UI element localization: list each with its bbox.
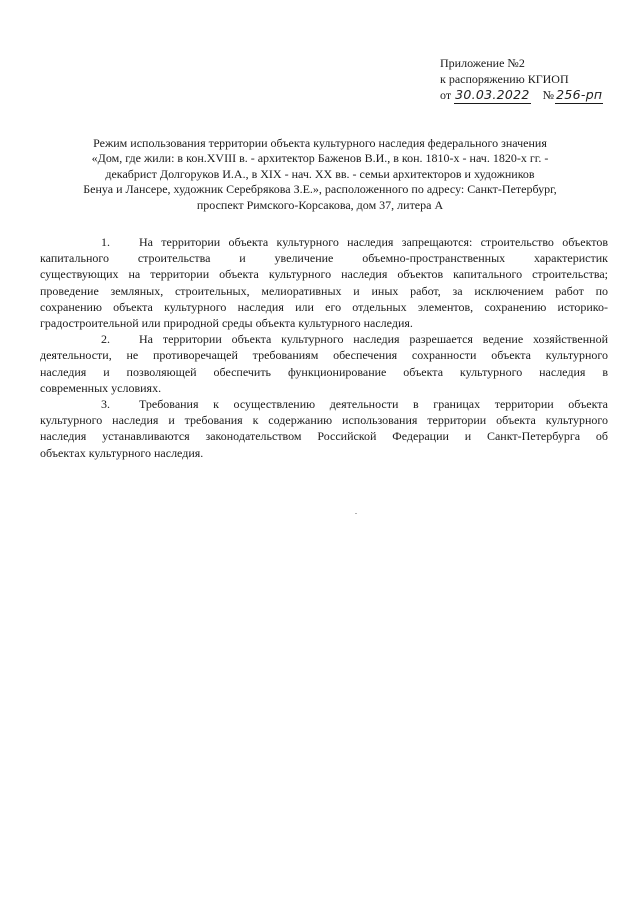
paragraph-line: деятельности, не противоречащей требованиям обеспечения сохранности объекта культурного (40, 348, 608, 363)
appendix-title: Приложение №2 (440, 56, 525, 70)
scan-speck (355, 513, 357, 514)
paragraph-3 (40, 396, 608, 461)
appendix-order-reference: к распоряжению КГИОП (440, 72, 569, 86)
paragraph-number: 1. (101, 235, 110, 249)
paragraph-number: 3. (101, 397, 110, 412)
paragraph-1 (40, 234, 608, 331)
paragraph-line: 1. На территории объекта культурного наследия запрещаются: строительство объектов (101, 235, 608, 249)
paragraph-line: культурного наследия и требования к содержанию использования территории объекта культурного (40, 413, 608, 428)
document-body (40, 234, 608, 461)
paragraph-line: наследия и позволяющей обеспечить функционирование объекта культурного наследия в (40, 364, 608, 379)
paragraph-line: наследия устанавливаются законодательством Российской Федерации и Санкт-Петербурга об (40, 429, 608, 444)
paragraph-line: сохранению объекта культурного наследия или его отдельных элементов, сохранению историко- (40, 299, 608, 314)
from-label: от (440, 88, 452, 102)
paragraph-line: 3. Требования к осуществлению деятельности в границах территории объекта (101, 397, 608, 412)
paragraph-line: существующих на территории объекта культурного наследия объектов капитального строительства; (40, 267, 608, 282)
title-line: декабрист Долгоруков И.А., в XIX - нач. XX вв. - семьи архитекторов и художников (105, 166, 535, 181)
paragraph-line: современных условиях. (40, 380, 162, 395)
paragraph-number: 2. (101, 332, 110, 347)
paragraph-line: проведение земляных, строительных, мелиоративных и иных работ, за исключением работ по (40, 283, 608, 298)
handwritten-date: 30.03.2022 (455, 87, 530, 102)
appendix-header (440, 55, 630, 104)
title-line: «Дом, где жили: в кон.XVIII в. - архитектор Баженов В.И., в кон. 1810-х - нач. 1820-х гг. - (91, 151, 549, 166)
paragraph-line: 2. На территории объекта культурного наследия разрешается ведение хозяйственной (101, 332, 608, 347)
paragraph-line: градостроительной или природной среды объекта культурного наследия. (40, 316, 413, 331)
paragraph-line: капитального строительства и увеличение объемно-пространственных характеристик (40, 251, 608, 266)
paragraph-2 (40, 331, 608, 396)
title-line: проспект Римского-Корсакова, дом 37, литера А (196, 197, 444, 212)
document-title (78, 136, 562, 213)
paragraph-line: объектах культурного наследия. (40, 445, 204, 460)
title-line: Бенуа и Лансере, художник Серебрякова З.Е.», расположенного по адресу: Санкт-Петербург, (83, 182, 557, 197)
handwritten-number: 256-рп (556, 87, 603, 102)
number-label: № (542, 88, 555, 102)
title-line: Режим использования территории объекта культурного наследия федерального значения (93, 136, 547, 150)
appendix-date-number-line (440, 87, 630, 104)
